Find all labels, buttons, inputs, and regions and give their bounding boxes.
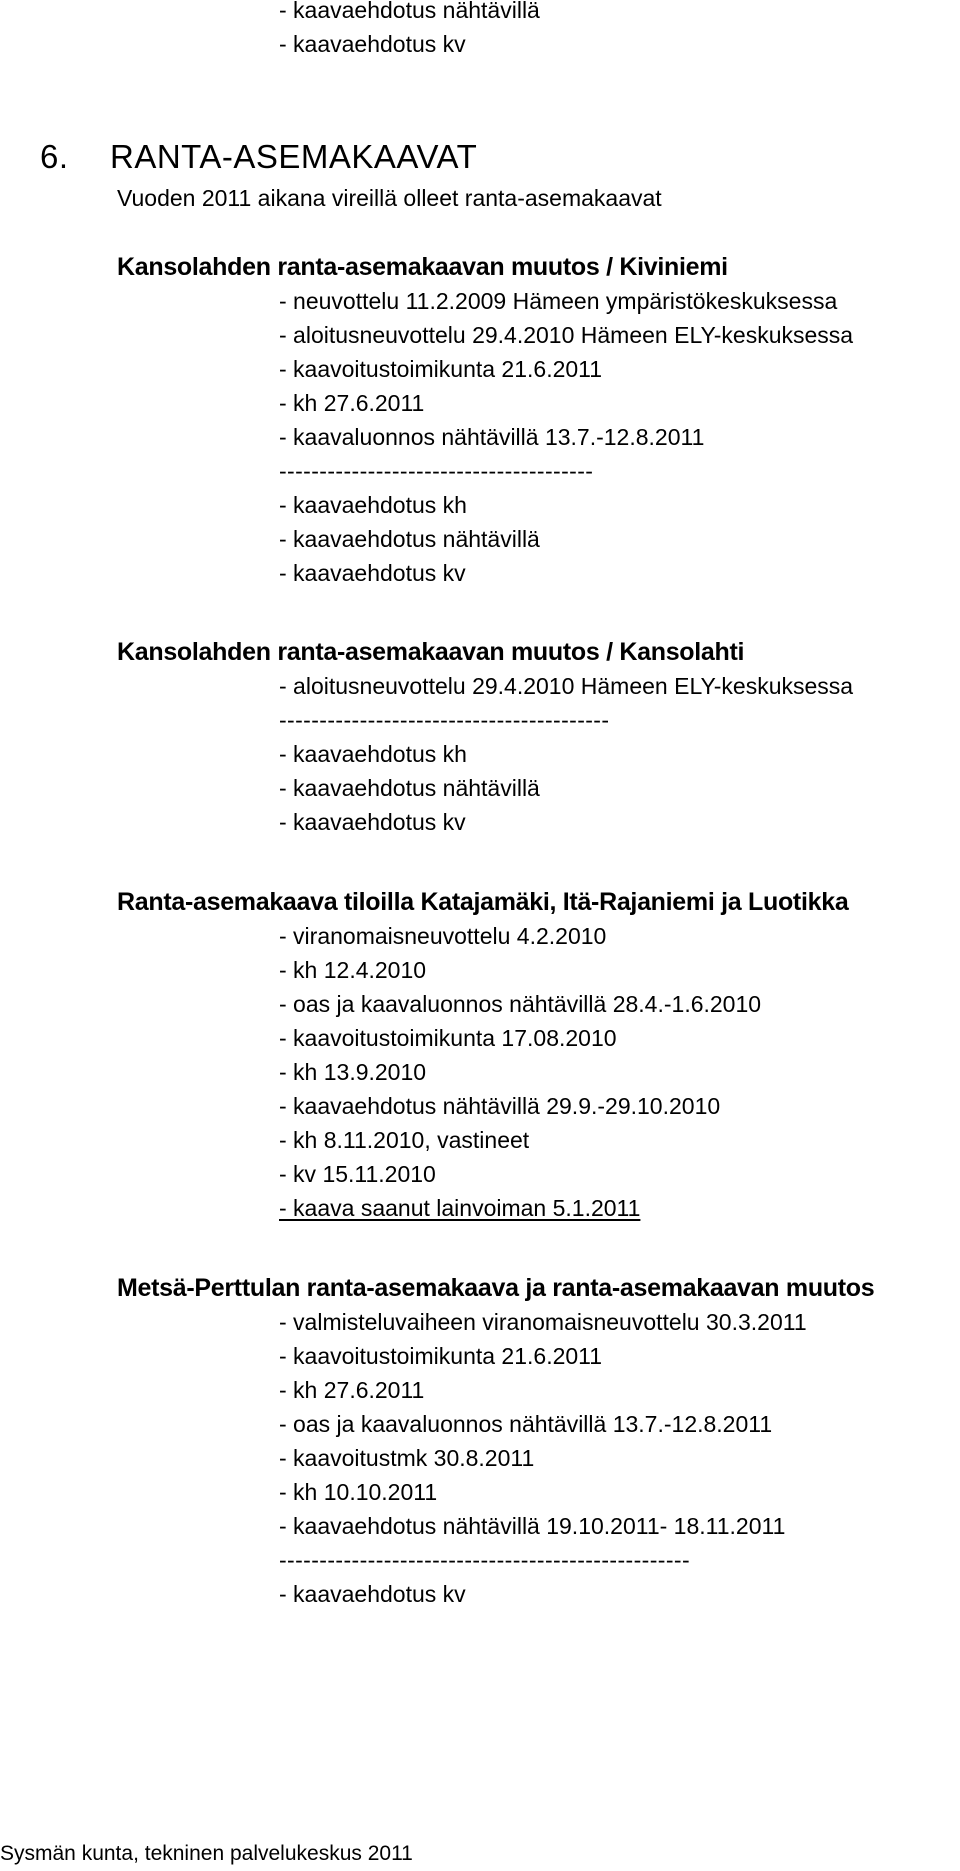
list-item: - kh 27.6.2011	[279, 390, 425, 416]
list-item: - aloitusneuvottelu 29.4.2010 Hämeen ELY-keskuksessa	[279, 673, 854, 699]
list-item: - kaavoitustoimikunta 17.08.2010	[279, 1025, 617, 1051]
plan-heading: Kansolahden ranta-asemakaavan muutos / Kiviniemi	[117, 253, 728, 281]
list-item: - kaavaehdotus kh	[279, 492, 467, 518]
list-item: - viranomaisneuvottelu 4.2.2010	[279, 923, 607, 949]
list-item-underlined: - kaava saanut lainvoiman 5.1.2011	[279, 1195, 641, 1221]
list-item: - kh 13.9.2010	[279, 1059, 427, 1085]
plan-heading: Kansolahden ranta-asemakaavan muutos / Kansolahti	[117, 638, 745, 666]
list-item: - oas ja kaavaluonnos nähtävillä 28.4.-1.6.2010	[279, 991, 762, 1017]
list-item: - oas ja kaavaluonnos nähtävillä 13.7.-12.8.2011	[279, 1411, 773, 1437]
list-item: - kaavaehdotus kv	[279, 809, 466, 835]
separator-line: -----------------------------------------	[279, 707, 610, 733]
list-item: - kaavaehdotus nähtävillä	[279, 0, 540, 23]
page-footer: Sysmän kunta, tekninen palvelukeskus 2011	[0, 1842, 413, 1865]
plan-heading: Metsä-Perttulan ranta-asemakaava ja ranta-asemakaavan muutos	[117, 1274, 875, 1302]
list-item: - kaavaehdotus kv	[279, 1581, 466, 1607]
list-item: - kaavaehdotus kh	[279, 741, 467, 767]
list-item: - valmisteluvaiheen viranomaisneuvottelu 30.3.2011	[279, 1309, 807, 1335]
list-item: - kaavaehdotus nähtävillä 19.10.2011- 18.11.2011	[279, 1513, 786, 1539]
list-item: - kh 12.4.2010	[279, 957, 427, 983]
list-item: - kaavoitustmk 30.8.2011	[279, 1445, 535, 1471]
list-item: - kaavaehdotus nähtävillä	[279, 526, 540, 552]
list-item: - kaavaehdotus kv	[279, 560, 466, 586]
separator-line: ---------------------------------------------------	[279, 1547, 691, 1573]
section-intro: Vuoden 2011 aikana vireillä olleet ranta-asemakaavat	[117, 185, 662, 211]
separator-line: ---------------------------------------	[279, 458, 594, 484]
list-item: - kaavaehdotus nähtävillä 29.9.-29.10.2010	[279, 1093, 721, 1119]
list-item: - kh 27.6.2011	[279, 1377, 425, 1403]
list-item: - kaavoitustoimikunta 21.6.2011	[279, 1343, 603, 1369]
list-item: - kaavaluonnos nähtävillä 13.7.-12.8.2011	[279, 424, 705, 450]
list-item: - neuvottelu 11.2.2009 Hämeen ympäristökeskuksessa	[279, 288, 838, 314]
list-item: - aloitusneuvottelu 29.4.2010 Hämeen ELY-keskuksessa	[279, 322, 854, 348]
list-item: - kaavaehdotus kv	[279, 31, 466, 57]
plan-heading: Ranta-asemakaava tiloilla Katajamäki, Itä-Rajaniemi ja Luotikka	[117, 888, 849, 916]
list-item: - kv 15.11.2010	[279, 1161, 436, 1187]
list-item: - kh 8.11.2010, vastineet	[279, 1127, 530, 1153]
section-title: RANTA-ASEMAKAAVAT	[110, 138, 478, 175]
section-number: 6.	[40, 138, 69, 175]
list-item: - kaavoitustoimikunta 21.6.2011	[279, 356, 603, 382]
list-item: - kh 10.10.2011	[279, 1479, 438, 1505]
list-item: - kaavaehdotus nähtävillä	[279, 775, 540, 801]
